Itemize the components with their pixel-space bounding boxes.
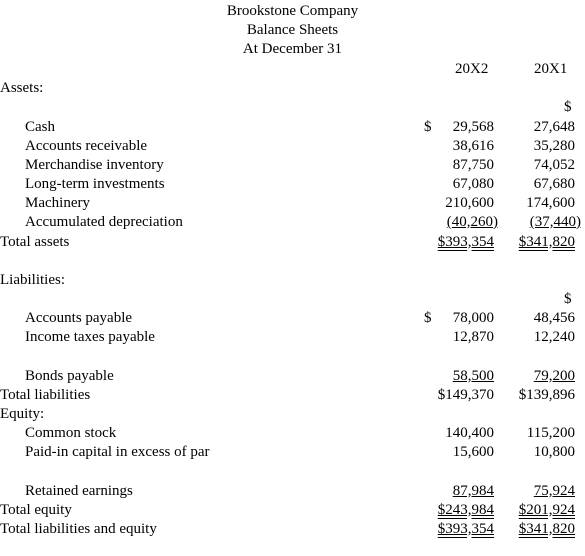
common-stock-current: 140,400 — [445, 425, 494, 441]
machinery-label: Machinery — [25, 195, 90, 211]
equity-heading: Equity: — [0, 406, 45, 422]
bonds-payable-current: 58,500 — [452, 368, 494, 384]
statement-date: At December 31 — [242, 41, 343, 57]
total-assets-current: $393,354 — [437, 234, 494, 250]
long-term-investments-label: Long-term investments — [25, 176, 165, 192]
cash-prior: 27,648 — [533, 119, 575, 135]
total-liabilities-and-equity-label: Total liabilities and equity — [0, 521, 157, 537]
total-assets-prior: $341,820 — [518, 234, 575, 250]
machinery-prior: 174,600 — [526, 195, 575, 211]
paid-in-capital-prior: 10,800 — [533, 444, 575, 460]
total-liabilities-and-equity-current: $393,354 — [437, 521, 494, 537]
accounts-receivable-label: Accounts receivable — [25, 138, 148, 154]
retained-earnings-current: 87,984 — [452, 483, 494, 499]
common-stock-prior: 115,200 — [526, 425, 575, 441]
paid-in-capital-current: 15,600 — [452, 444, 494, 460]
total-equity-label: Total equity — [0, 502, 72, 518]
column-header-current: 20X2 — [455, 61, 489, 77]
accounts-payable-current-dollar-sign: $ — [424, 310, 432, 326]
accumulated-depreciation-prior: (37,440) — [529, 214, 581, 230]
paid-in-capital-label: Paid-in capital in excess of par — [25, 444, 210, 460]
bonds-payable-label: Bonds payable — [25, 368, 114, 384]
accounts-payable-prior: 48,456 — [533, 310, 575, 326]
liabilities-heading: Liabilities: — [0, 272, 65, 288]
column-header-prior: 20X1 — [534, 61, 568, 77]
accumulated-depreciation-label: Accumulated depreciation — [25, 214, 183, 230]
income-taxes-payable-label: Income taxes payable — [25, 329, 155, 345]
long-term-investments-prior: 67,680 — [533, 176, 575, 192]
bonds-payable-prior: 79,200 — [533, 368, 575, 384]
machinery-current: 210,600 — [445, 195, 494, 211]
total-equity-prior: $201,924 — [518, 502, 575, 518]
total-equity-current: $243,984 — [437, 502, 494, 518]
cash-current: 29,568 — [452, 119, 494, 135]
total-assets-label: Total assets — [0, 234, 70, 250]
total-liabilities-prior: $139,896 — [518, 387, 575, 403]
cash-label: Cash — [25, 119, 55, 135]
total-liabilities-current: $149,370 — [437, 387, 494, 403]
long-term-investments-current: 67,080 — [452, 176, 494, 192]
income-taxes-payable-current: 12,870 — [452, 329, 494, 345]
cash-current-dollar-sign: $ — [424, 119, 432, 135]
retained-earnings-prior: 75,924 — [533, 483, 575, 499]
accounts-receivable-prior: 35,280 — [533, 138, 575, 154]
merchandise-inventory-current: 87,750 — [452, 157, 494, 173]
liabilities-prior-dollar-sign: $ — [564, 291, 572, 307]
assets-heading: Assets: — [0, 80, 44, 96]
statement-title: Balance Sheets — [246, 22, 339, 38]
common-stock-label: Common stock — [25, 425, 117, 441]
retained-earnings-label: Retained earnings — [25, 483, 133, 499]
total-liabilities-label: Total liabilities — [0, 387, 91, 403]
assets-prior-dollar-sign: $ — [564, 99, 572, 115]
total-liabilities-and-equity-prior: $341,820 — [518, 521, 575, 537]
accounts-receivable-current: 38,616 — [452, 138, 494, 154]
merchandise-inventory-label: Merchandise inventory — [25, 157, 164, 173]
company-name: Brookstone Company — [226, 3, 359, 19]
accounts-payable-current: 78,000 — [452, 310, 494, 326]
income-taxes-payable-prior: 12,240 — [533, 329, 575, 345]
accounts-payable-label: Accounts payable — [25, 310, 133, 326]
merchandise-inventory-prior: 74,052 — [533, 157, 575, 173]
accumulated-depreciation-current: (40,260) — [446, 214, 498, 230]
